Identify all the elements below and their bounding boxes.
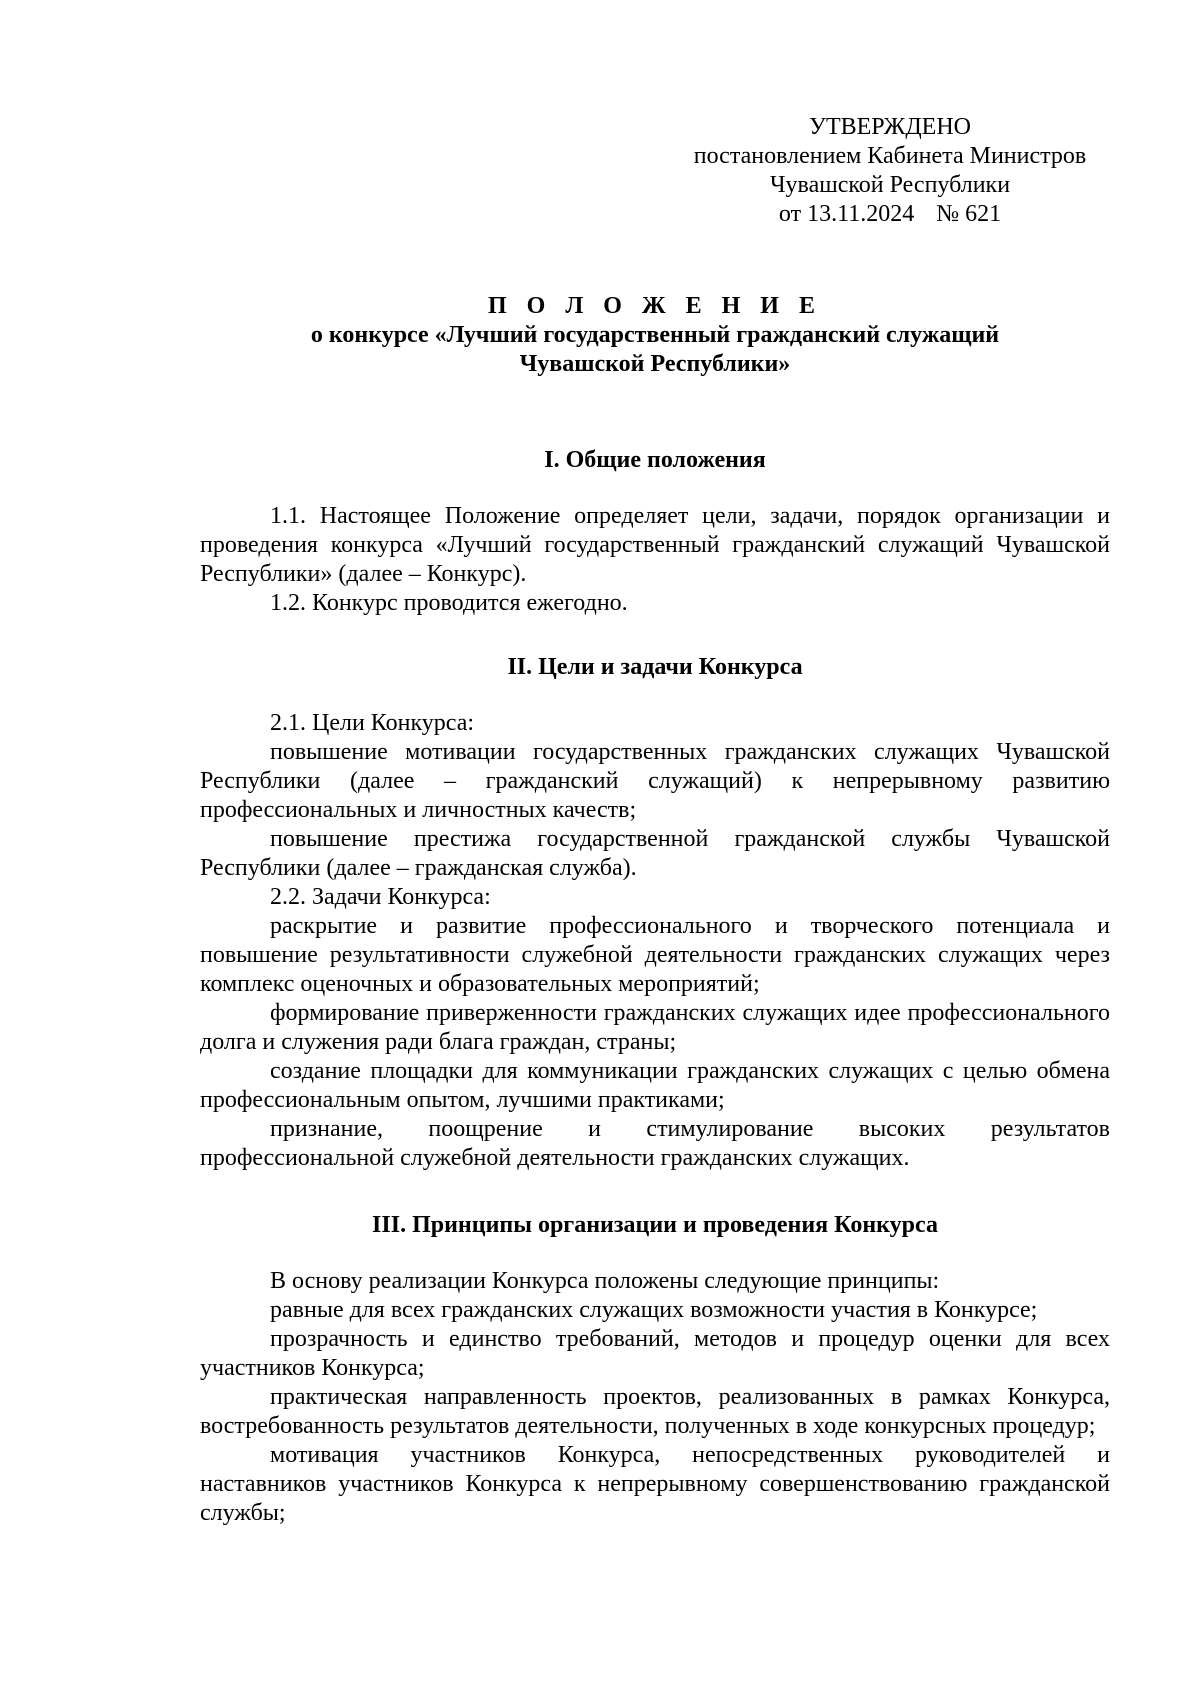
section-1-body	[200, 502, 1110, 618]
paragraph: формирование приверженности гражданских служащих идее профессионального долга и служения ради блага граждан, страны;	[200, 1000, 1110, 1055]
title-subject-line2: Чувашской Республики»	[519, 351, 791, 377]
section-2-body	[200, 709, 1110, 1173]
paragraph: повышение престижа государственной гражданской службы Чувашской Республики (далее – гражданская служба).	[200, 826, 1110, 881]
section-2-heading: II. Цели и задачи Конкурса	[507, 654, 803, 680]
paragraph: мотивация участников Конкурса, непосредственных руководителей и наставников участников Конкурса к непрерывному совершенствованию гражданской службы;	[200, 1442, 1110, 1526]
paragraph: равные для всех гражданских служащих возможности участия в Конкурсе;	[270, 1297, 1038, 1323]
paragraph: прозрачность и единство требований, методов и процедур оценки для всех участников Конкурса;	[200, 1326, 1110, 1381]
paragraph: раскрытие и развитие профессионального и творческого потенциала и повышение результативности служебной деятельности гражданских служащих через комплекс оценочных и образовательных мероприятий;	[200, 913, 1110, 997]
paragraph: В основу реализации Конкурса положены следующие принципы:	[270, 1268, 940, 1294]
paragraph: 1.2. Конкурс проводится ежегодно.	[270, 590, 628, 616]
section-3-body	[200, 1267, 1110, 1528]
paragraph: 1.1. Настоящее Положение определяет цели, задачи, порядок организации и проведения конкурса «Лучший государственный гражданский служащий Чувашской Республики» (далее – Конкурс).	[200, 503, 1110, 587]
section-1-heading: I. Общие положения	[544, 447, 766, 473]
document-title	[200, 292, 1110, 379]
approval-date: от 13.11.2024	[778, 201, 915, 227]
approval-title: УТВЕРЖДЕНО	[808, 114, 972, 140]
paragraph: признание, поощрение и стимулирование высоких результатов профессиональной служебной деятельности гражданских служащих.	[200, 1116, 1110, 1171]
paragraph: 2.2. Задачи Конкурса:	[270, 884, 491, 910]
approval-number: № 621	[936, 201, 1002, 227]
title-subject-line1: о конкурсе «Лучший государственный гражданский служащий	[310, 322, 1000, 348]
approval-region: Чувашской Республики	[769, 172, 1011, 198]
section-3-heading: III. Принципы организации и проведения Конкурса	[372, 1212, 938, 1238]
paragraph: повышение мотивации государственных гражданских служащих Чувашской Республики (далее – гражданский служащий) к непрерывному развитию профессиональных и личностных качеств;	[200, 739, 1110, 823]
approval-authority: постановлением Кабинета Министров	[693, 143, 1087, 169]
paragraph: практическая направленность проектов, реализованных в рамках Конкурса, востребованность результатов деятельности, полученных в ходе конкурсных процедур;	[200, 1384, 1110, 1439]
approval-date-number	[670, 200, 1110, 229]
paragraph: создание площадки для коммуникации гражданских служащих с целью обмена профессиональным опытом, лучшими практиками;	[200, 1058, 1110, 1113]
approval-stamp	[670, 113, 1110, 229]
title-main: П О Л О Ж Е Н И Е	[488, 293, 822, 319]
paragraph: 2.1. Цели Конкурса:	[270, 710, 475, 736]
